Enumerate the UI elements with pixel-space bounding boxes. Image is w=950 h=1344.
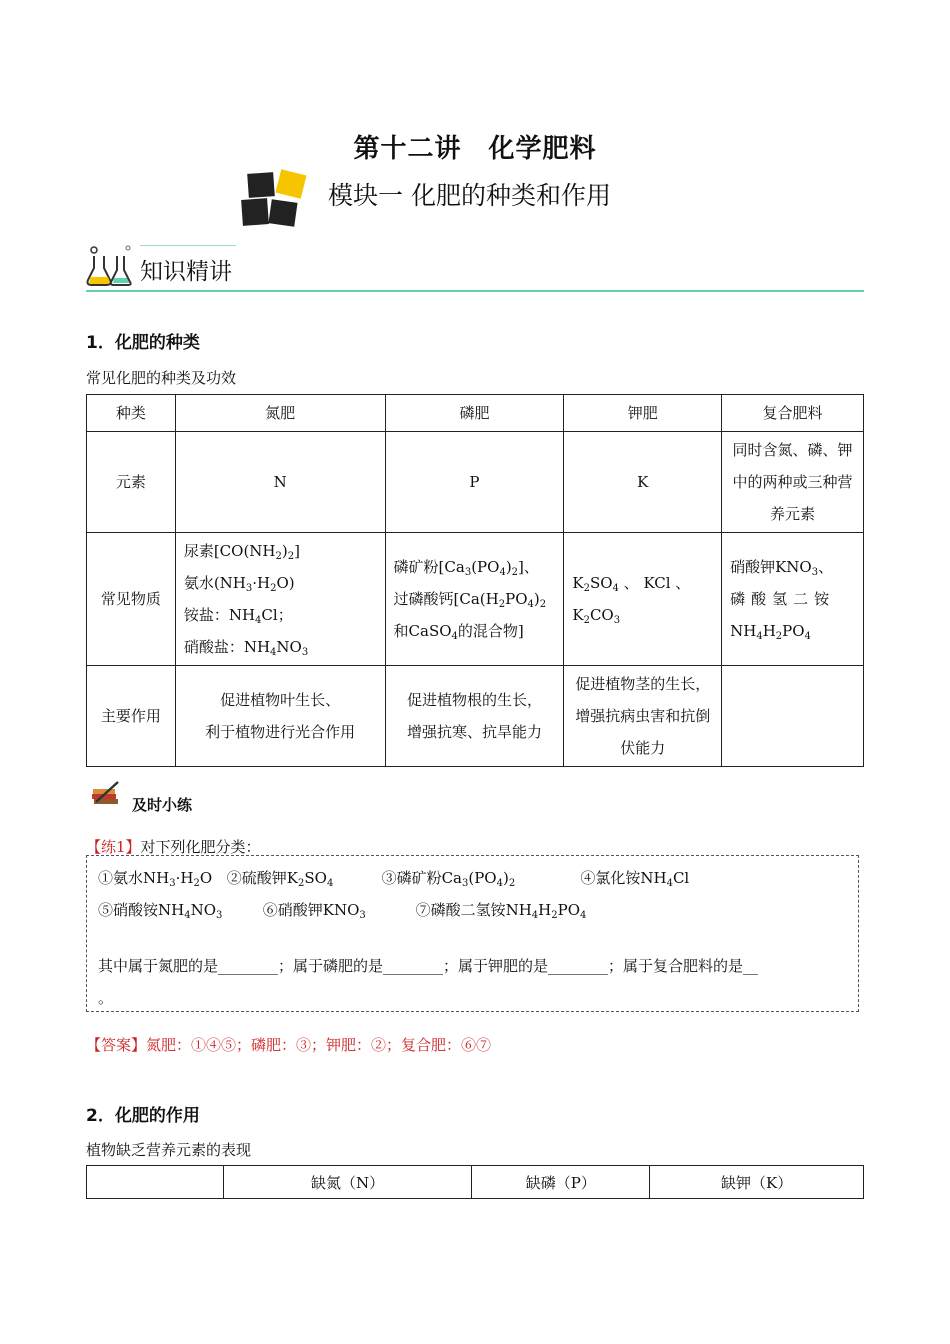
row-label-element: 元素 (87, 432, 176, 533)
cell-k-substances (564, 533, 722, 666)
table-header-cell: 缺氮（N） (223, 1166, 472, 1199)
practice-item: ①氨水$NH_3\cdot H_2O$ (98, 869, 213, 889)
practice-item: ②硫酸钾$K_2SO_4$ (226, 869, 334, 889)
practice-items-line2 (98, 899, 848, 920)
table-row (87, 666, 864, 767)
substance-line: 磷酸氢二铵 (730, 590, 836, 608)
substance-line: 磷矿粉$[Ca_3(PO_4)_2]$、 (393, 558, 539, 578)
section-banner-label: 知识精讲 (140, 259, 232, 285)
function-line: 促进植物叶生长、 (220, 691, 341, 709)
section1-caption: 常见化肥的种类及功效 (86, 369, 237, 387)
table-row (87, 1166, 864, 1199)
practice-prompt-line (86, 836, 261, 857)
section2-heading: 2．化肥的作用 (86, 1106, 200, 1126)
table-row (87, 533, 864, 666)
table-header-cell: 复合肥料 (722, 395, 864, 432)
cell-k-function: 促进植物茎的生长，增强抗病虫害和抗倒伏能力 (564, 666, 722, 767)
lecture-title: 第十二讲 化学肥料 (353, 134, 597, 164)
section1-heading: 1．化肥的种类 (86, 333, 200, 353)
practice-item: ⑦磷酸二氢铵$NH_4H_2PO_4$ (415, 901, 587, 921)
table-header-cell: 钾肥 (564, 395, 722, 432)
substance-line: 过磷酸钙[$Ca(H_2PO_4)_2$ (393, 590, 547, 610)
table-header-cell: 缺磷（P） (472, 1166, 650, 1199)
table-row (87, 432, 864, 533)
function-line: 增强抗寒、抗旱能力 (406, 723, 542, 741)
module-logo-icon (240, 170, 310, 228)
table-header-cell: 缺钾（K） (650, 1166, 864, 1199)
substance-line: 和CaSO$_4$的混合物] (393, 622, 524, 642)
row-label-substances: 常见物质 (87, 533, 176, 666)
cell-n-element: N (175, 432, 385, 533)
substance-line: 氨水$(NH_3\cdot H_2O)$ (183, 574, 295, 594)
books-pencil-icon (90, 780, 122, 806)
function-line: 促进植物根的生长， (406, 691, 542, 709)
cell-compound-substances (722, 533, 864, 666)
table-header-cell (87, 1166, 224, 1199)
cell-compound-element: 同时含氮、磷、钾中的两种或三种营养元素 (722, 432, 864, 533)
practice-question-end: 。 (98, 989, 114, 1007)
practice-item: ③磷矿粉$Ca_3(PO_4)_2$ (381, 869, 516, 889)
cell-compound-function (722, 666, 864, 767)
banner-top-divider (140, 245, 236, 246)
table-header-cell: 种类 (87, 395, 176, 432)
cell-n-function (175, 666, 385, 767)
table-row (87, 395, 864, 432)
substance-line: 硝酸盐：$NH_4NO_3$ (183, 638, 309, 658)
practice-item: ⑤硝酸铵$NH_4NO_3$ (98, 901, 223, 921)
answer-tag: 【答案】 (86, 1036, 147, 1054)
practice-items-line1 (98, 867, 848, 888)
answer-line (86, 1034, 491, 1055)
cell-p-function (385, 666, 564, 767)
practice-item: ④氯化铵$NH_4Cl$ (580, 869, 690, 889)
flask-icon (86, 242, 134, 288)
table-header-cell: 磷肥 (385, 395, 564, 432)
practice-header: 及时小练 (132, 796, 193, 814)
table-header-cell: 氮肥 (175, 395, 385, 432)
module-title: 模块一 化肥的种类和作用 (328, 181, 611, 210)
substance-line: $K_2SO_4$ 、 KCl 、 (572, 574, 691, 594)
substance-line: $K_2CO_3$ (572, 606, 621, 626)
section2-caption: 植物缺乏营养元素的表现 (86, 1141, 252, 1159)
practice-question: 其中属于氮肥的是________；属于磷肥的是________；属于钾肥的是________；属于复合肥料的是__ (98, 957, 759, 975)
substance-line: 硝酸钾$KNO_3$、 (730, 558, 834, 578)
deficiency-table (86, 1165, 864, 1199)
practice-tag: 【练1】 (86, 838, 141, 856)
substance-line: 铵盐：$NH_4Cl$； (183, 606, 293, 626)
substance-line: $NH_4H_2PO_4$ (730, 622, 811, 642)
cell-p-substances (385, 533, 564, 666)
answer-text: 氮肥：①④⑤；磷肥：③；钾肥：②；复合肥：⑥⑦ (146, 1036, 492, 1054)
practice-prompt: 对下列化肥分类： (140, 838, 261, 856)
substance-line: 尿素$[CO(NH_2)_2]$ (183, 542, 300, 562)
banner-divider (86, 290, 864, 292)
cell-p-element: P (385, 432, 564, 533)
practice-item: ⑥硝酸钾$KNO_3$ (262, 901, 366, 921)
cell-k-element: K (564, 432, 722, 533)
function-line: 利于植物进行光合作用 (205, 723, 356, 741)
fertilizer-types-table (86, 394, 864, 767)
row-label-function: 主要作用 (87, 666, 176, 767)
cell-n-substances (175, 533, 385, 666)
